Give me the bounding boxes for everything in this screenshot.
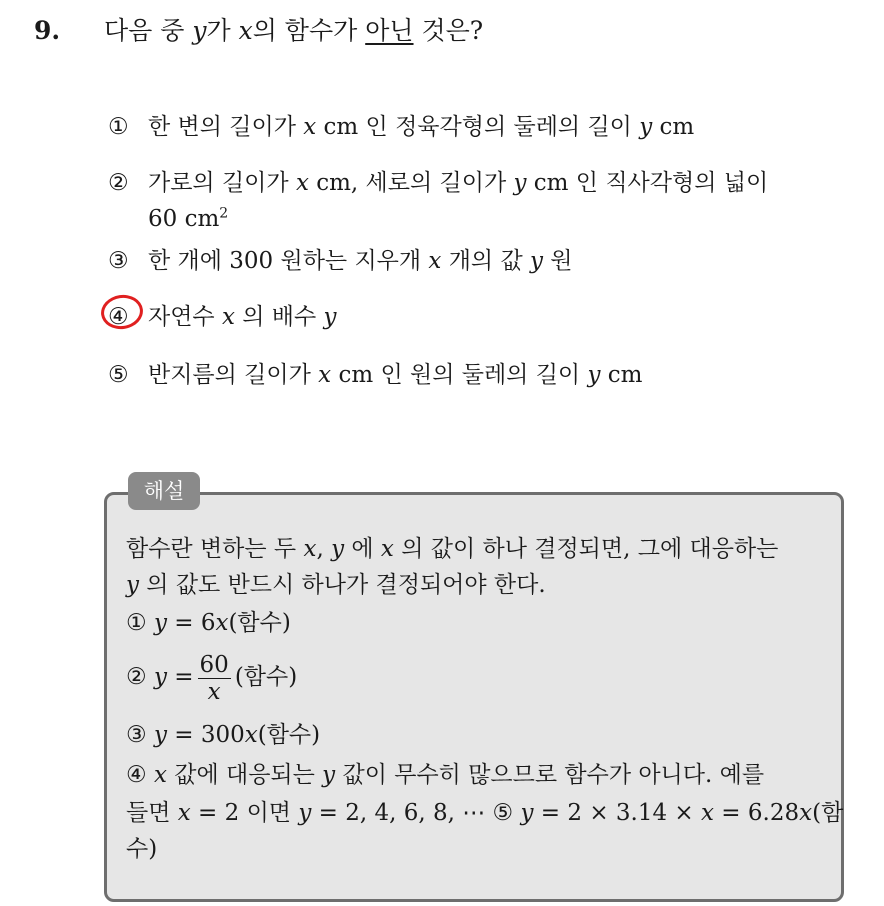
solution-line-2: y 의 값도 반드시 하나가 결정되어야 한다.	[126, 572, 546, 598]
option-2-continued: 60 $cm^2$	[148, 205, 229, 232]
option-4[interactable]: ④ 자연수 x 의 배수 y	[108, 304, 337, 330]
option-2[interactable]: ② 가로의 길이가 x cm, 세로의 길이가 y cm 인 직사각형의 넓이	[108, 170, 769, 196]
solution-line-3: ① y = 6x(함수)	[126, 610, 291, 636]
option-3[interactable]: ③ 한 개에 300 원하는 지우개 x 개의 값 y 원	[108, 248, 573, 274]
option-1[interactable]: ① 한 변의 길이가 x cm 인 정육각형의 둘레의 길이 y cm	[108, 114, 695, 140]
underlined-word: 아닌	[365, 16, 414, 45]
solution-line-7: 들면 x = 2 이면 y = 2, 4, 6, 8, ⋯ ⑤ y = 2 × 3.14 × x = 6.28x(함	[126, 800, 844, 826]
solution-line-8: 수)	[126, 836, 158, 862]
solution-tab: 해설	[128, 472, 200, 510]
fraction: $\frac{60}{x}$	[199, 651, 229, 705]
solution-line-1: 함수란 변하는 두 x, y 에 x 의 값이 하나 결정되면, 그에 대응하는	[126, 536, 779, 562]
solution-line-4: ② y = $\frac{60}{x}$ (함수)	[126, 651, 298, 705]
question-number: 9.	[34, 16, 61, 45]
question-text: 다음 중 y가 x의 함수가 아닌 것은?	[104, 16, 484, 45]
question-header	[34, 14, 483, 48]
solution-line-5: ③ y = 300x(함수)	[126, 722, 321, 748]
solution-line-6: ④ x 값에 대응되는 y 값이 무수히 많으므로 함수가 아니다. 예를	[126, 762, 765, 788]
option-5[interactable]: ⑤ 반지름의 길이가 x cm 인 원의 둘레의 길이 y cm	[108, 362, 643, 388]
